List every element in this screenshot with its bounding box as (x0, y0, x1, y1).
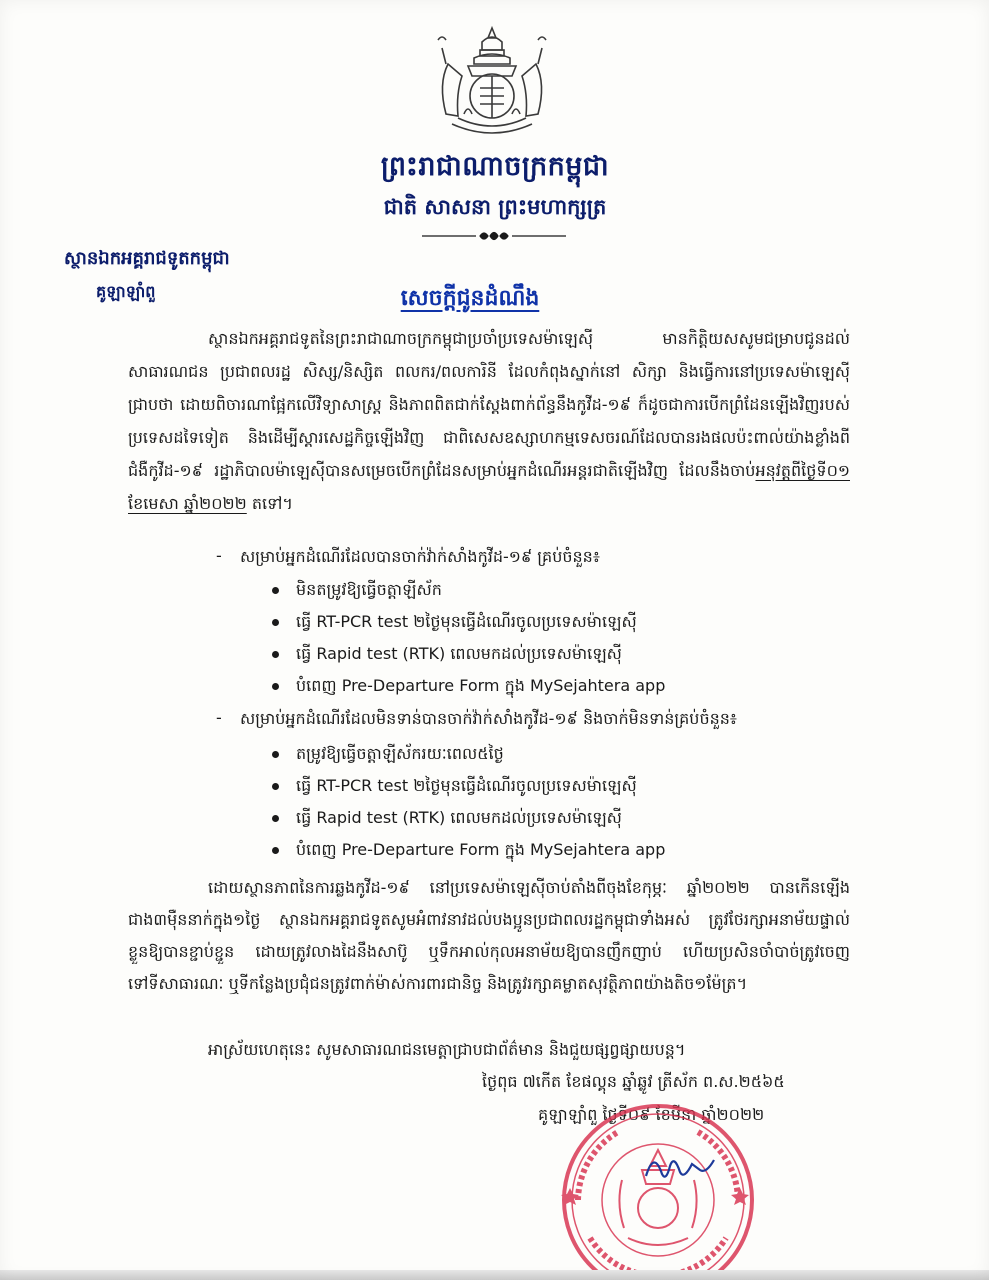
situation-paragraph: ដោយស្ថានភាពនៃការឆ្លងកូវីដ-១៩ នៅប្រទេសម៉ាឡេស៊ីចាប់តាំងពីចុងខែកុម្ភៈ ឆ្នាំ២០២២ បានកើនឡើងជាង៣ម៉ឺននាក់ក្នុង១ថ្ងៃ ស្ថានឯកអគ្គរាជទូតសូមអំពាវនាវដល់បងប្អូនប្រជាពលរដ្ឋកម្ពុជាទាំងអស់ ត្រូវថែរក្សាអនាម័យផ្ទាល់ខ្លួនឱ្យបានខ្ជាប់ខ្ជួន ដោយត្រូវលាងដៃនឹងសាប៊ូ ឬទឹកអាល់កុលអនាម័យឱ្យបានញឹកញាប់ ហើយប្រសិនចាំបាច់ត្រូវចេញទៅទីសាធារណៈ ឬទីកន្លែងប្រជុំជនត្រូវពាក់ម៉ាស់ការពារជានិច្ច និងត្រូវរក្សាគម្លាតសុវត្ថិភាពយ៉ាងតិច១ម៉ែត្រ។ (128, 878, 850, 993)
solar-date: គូឡាឡាំពួ ថ្ងៃទី០៩ ខែមីនា ឆ្នាំ២០២២ (538, 1105, 765, 1124)
closing-paragraph: អាស្រ័យហេតុនេះ សូមសាធារណជនមេត្តាជ្រាបជាព័ត៌មាន និងជួយផ្សព្វផ្សាយបន្ត។ (208, 1040, 686, 1059)
document-page: ព្រះរាជាណាចក្រកម្ពុជា ជាតិ សាសនា ព្រះមហាក្សត្រ ស្ថានឯកអគ្គរាជទូតកម្ពុជា គូឡាឡាំពួ សេចក្តីជូនដំណឹង ស្ថានឯកអគ្គរាជទូតនៃព្រះរាជាណាចក្រកម្ពុជាប្រចាំប្រទេសម៉ាឡេស៊ី មានកិត្តិយសសូមជម្រាបជូនដល់សាធារណជន ប្រជាពលរដ្ឋ សិស្ស/និស្សិត ពលករ/ពលការិនី ដែលកំពុងស្នាក់នៅ សិក្សា និងធ្វើការនៅប្រទេសម៉ាឡេស៊ីជ្រាបថា ដោយពិចារណាផ្អែកលើវិទ្យាសាស្ត្រ និងភាពពិតជាក់ស្តែងពាក់ព័ន្ធនឹងកូវីដ-១៩ ក៏ដូចជាការបើកព្រំដែនឡើងវិញរបស់ប្រទេសដទៃទៀត និងដើម្បីស្តារសេដ្ឋកិច្ចឡើងវិញ ជាពិសេសឧស្សាហកម្មទេសចរណ៍ដែលបានរងផលប៉ះពាល់យ៉ាងខ្លាំងពីជំងឺកូវីដ-១៩ រដ្ឋាភិបាលម៉ាឡេស៊ីបានសម្រេចបើកព្រំដែនសម្រាប់អ្នកដំណើរអន្តរជាតិឡើងវិញ ដែលនឹងចាប់អនុវត្តពីថ្ងៃទី០១ ខែមេសា ឆ្នាំ២០២២ តទៅ។ - សម្រាប់អ្នកដំណើរដែលបានចាក់វ៉ាក់សាំងកូវីដ-១៩ គ្រប់ចំនួន៖ មិនតម្រូវឱ្យធ្វើចត្តាឡីស័ក ធ្វើ RT-PCR test ២ថ្ងៃមុនធ្វើដំណើរចូលប្រទេសម៉ាឡេស៊ី ធ្វើ Rapid test (RTK) ពេលមកដល់ប្រទេសម៉ាឡេស៊ី បំពេញ Pre-Departure Form ក្នុង MySejahtera app - សម្រាប់អ្នកដំណើរដែលមិនទាន់បានចាក់វ៉ាក់សាំងកូវីដ-១៩ និងចាក់មិនទាន់គ្រប់ចំនួន៖ តម្រូវឱ្យធ្វើចត្តាឡីស័ករយៈពេល៥ថ្ងៃ ធ្វើ RT-PCR test ២ថ្ងៃមុនធ្វើដំណើរចូលប្រទេសម៉ាឡេស៊ី ធ្វើ Rapid test (RTK) ពេលមកដល់ប្រទេសម៉ាឡេស៊ី បំពេញ Pre-Departure Form ក្នុង MySejahtera app ដោយស្ថានភាពនៃការឆ្លងកូវីដ-១៩ នៅប្រទេសម៉ាឡេស៊ីចាប់តាំងពីចុងខែកុម្ភៈ ឆ្នាំ២០២២ បានកើនឡើងជាង៣ម៉ឺននាក់ក្នុង១ថ្ងៃ ស្ថានឯកអគ្គរាជទូតសូមអំពាវនាវដល់បងប្អូនប្រជាពលរដ្ឋកម្ពុជាទាំងអស់ ត្រូវថែរក្សាអនាម័យផ្ទាល់ខ្លួនឱ្យបានខ្ជាប់ខ្ជួន ដោយត្រូវលាងដៃនឹងសាប៊ូ ឬទឹកអាល់កុលអនាម័យឱ្យបានញឹកញាប់ ហើយប្រសិនចាំបាច់ត្រូវចេញទៅទីសាធារណៈ ឬទីកន្លែងប្រជុំជនត្រូវពាក់ម៉ាស់ការពារជានិច្ច និងត្រូវរក្សាគម្លាតសុវត្ថិភាពយ៉ាងតិច១ម៉ែត្រ។ អាស្រ័យហេតុនេះ សូមសាធារណជនមេត្តាជ្រាបជាព័ត៌មាន និងជួយផ្សព្វផ្សាយបន្ត។ ថ្ងៃពុធ ៧កើត ខែផល្គុន ឆ្នាំឆ្លូវ ត្រីស័ក ព.ស.២៥៦៥ គូឡាឡាំពួ ថ្ងៃទី០៩ ខែមីនា ឆ្នាំ២០២២ (0, 0, 989, 1280)
lunar-date: ថ្ងៃពុធ ៧កើត ខែផល្គុន ឆ្នាំឆ្លូវ ត្រីស័ក ព.ស.២៥៦៥ (482, 1072, 785, 1091)
national-motto: ជាតិ សាសនា ព្រះមហាក្សត្រ (383, 195, 607, 219)
intro-end-text: តទៅ។ (246, 494, 293, 513)
embassy-city: គូឡាឡាំពួ (96, 282, 156, 301)
signature-icon (640, 1146, 720, 1186)
embassy-name: ស្ថានឯកអគ្គរាជទូតកម្ពុជា (64, 248, 230, 269)
intro-main-text: ស្ថានឯកអគ្គរាជទូតនៃព្រះរាជាណាចក្រកម្ពុជាប្រចាំប្រទេសម៉ាឡេស៊ី មានកិត្តិយសសូមជម្រាបជូនដល់សាធារណជន ប្រជាពលរដ្ឋ សិស្ស/និស្សិត ពលករ/ពលការិនី ដែលកំពុងស្នាក់នៅ សិក្សា និងធ្វើការនៅប្រទេសម៉ាឡេស៊ីជ្រាបថា ដោយពិចារណាផ្អែកលើវិទ្យាសាស្ត្រ និងភាពពិតជាក់ស្តែងពាក់ព័ន្ធនឹងកូវីដ-១៩ ក៏ដូចជាការបើកព្រំដែនឡើងវិញរបស់ប្រទេសដទៃទៀត និងដើម្បីស្តារសេដ្ឋកិច្ចឡើងវិញ ជាពិសេសឧស្សាហកម្មទេសចរណ៍ដែលបានរងផលប៉ះពាល់យ៉ាងខ្លាំងពីជំងឺកូវីដ-១៩ រដ្ឋាភិបាលម៉ាឡេស៊ីបានសម្រេចបើកព្រំដែនសម្រាប់អ្នកដំណើរអន្តរជាតិឡើងវិញ ដែលនឹងចាប់ (128, 329, 850, 480)
page-bottom-edge (0, 1270, 989, 1280)
royal-coat-of-arms-icon (428, 24, 556, 142)
ornament-divider-icon (420, 229, 568, 243)
notice-title: សេចក្តីជូនដំណឹង (400, 286, 540, 311)
effective-date-text: អនុវត្តពីថ្ងៃទី០១ ខែមេសា ឆ្នាំ២០២២ (128, 461, 850, 513)
intro-paragraph (128, 322, 850, 520)
kingdom-heading: ព្រះរាជាណាចក្រកម្ពុជា (380, 151, 610, 182)
